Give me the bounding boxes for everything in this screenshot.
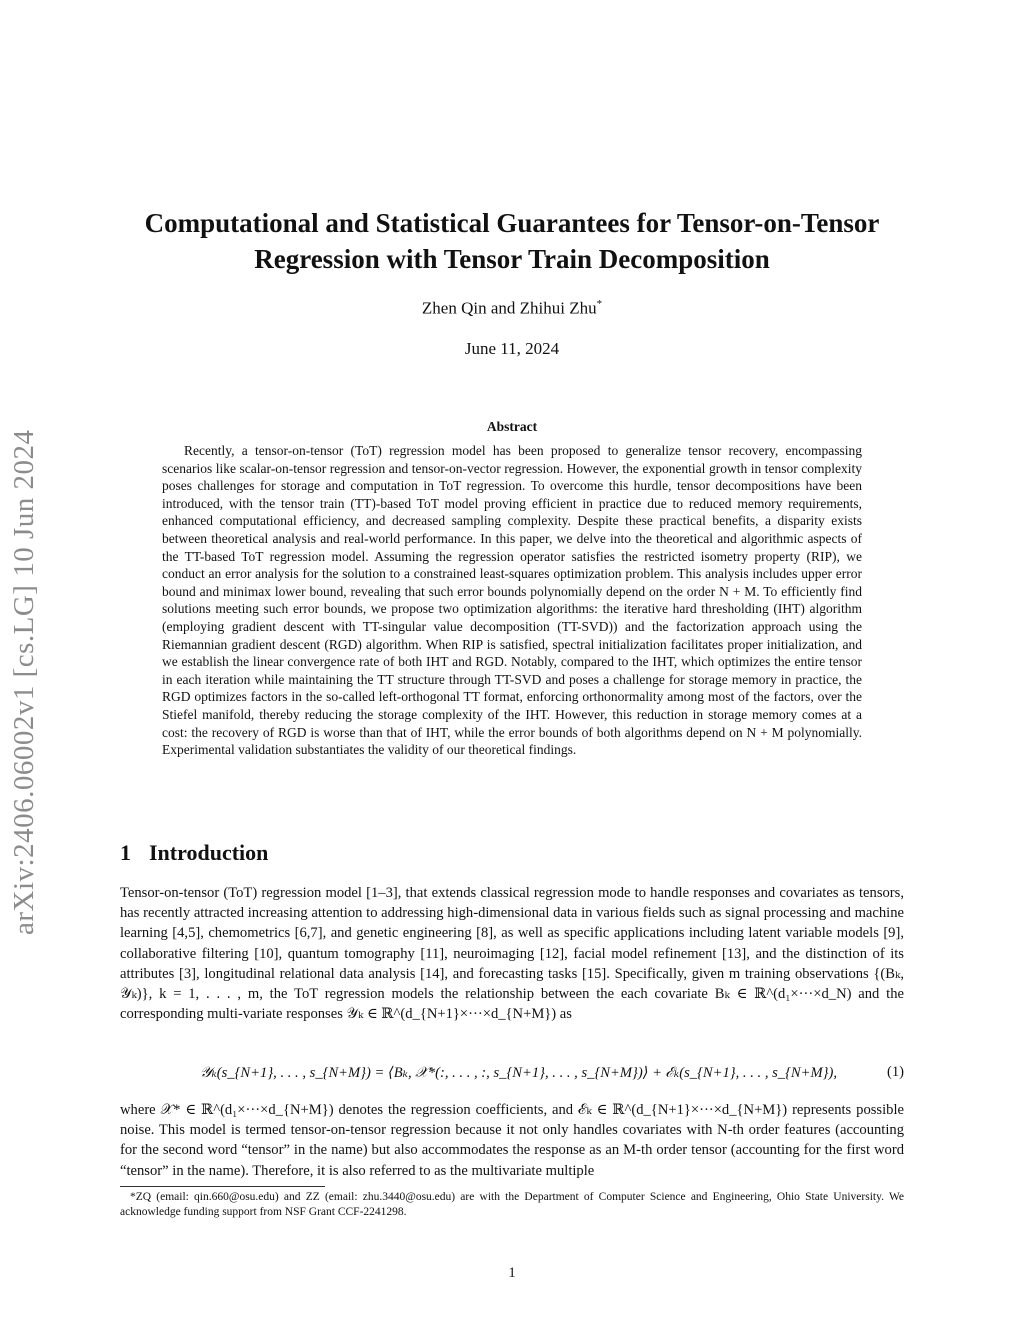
footnote: *ZQ (email: qin.660@osu.edu) and ZZ (email: zhu.3440@osu.edu) are with the Department of Computer Science and Engineering, Ohio State University. We acknowledge funding support from NSF Grant CCF-2241298. — [120, 1191, 904, 1218]
equation-text: 𝒴ₖ(s_{N+1}, . . . , s_{N+M}) = ⟨Bₖ, 𝒳*(:, . . . , :, s_{N+1}, . . . , s_{N+M})⟩ + ℰₖ(s_{N+1}, . . . , s_{N+M}), — [200, 1065, 838, 1081]
arxiv-side-stamp: arXiv:2406.06002v1 [cs.LG] 10 Jun 2024 — [8, 429, 40, 935]
paper-date: June 11, 2024 — [464, 339, 560, 358]
author-list — [110, 298, 914, 319]
paper-title: Computational and Statistical Guarantees for Tensor-on-Tensor Regression with Tensor Train Decomposition — [144, 208, 880, 274]
author-footnote-mark: * — [596, 298, 603, 310]
intro-paragraph-2: where 𝒳* ∈ ℝ^(d₁×···×d_{N+M}) denotes the regression coefficients, and ℰₖ ∈ ℝ^(d_{N+1}×···×d_{N+M}) represents possible noise. This model is termed tensor-on-tensor regression because it not only handles covariates with N-th order features (accounting for the second word “tensor” in the name) but also accommodates the response as an M-th order tensor (accounting for the first word “tensor” in the name). Therefore, it is also referred to as the multivariate multiple — [120, 1102, 904, 1179]
page-number: 1 — [508, 1265, 516, 1281]
section-title: Introduction — [149, 840, 269, 865]
section-number: 1 — [120, 840, 131, 865]
abstract-body: Recently, a tensor-on-tensor (ToT) regression model has been proposed to generalize tensor recovery, encompassing scenarios like scalar-on-tensor regression and tensor-on-vector regression. However, the exponential growth in tensor complexity poses challenges for storage and computation in ToT regression. To overcome this hurdle, tensor decompositions have been introduced, with the tensor train (TT)-based ToT model proving efficient in practice due to reduced memory requirements, enhanced computational efficiency, and decreased sampling complexity. Despite these practical benefits, a disparity exists between theoretical analysis and real-world performance. In this paper, we delve into the theoretical and algorithmic aspects of the TT-based ToT regression model. Assuming the regression operator satisfies the restricted isometry property (RIP), we conduct an error analysis for the solution to a constrained least-squares optimization problem. This analysis includes upper error bound and minimax lower bound, revealing that such error bounds polynomially depend on the order N + M. To efficiently find solutions meeting such error bounds, we propose two optimization algorithms: the iterative hard thresholding (IHT) algorithm (employing gradient descent with TT-singular value decomposition (TT-SVD)) and the factorization approach using the Riemannian gradient descent (RGD) algorithm. When RIP is satisfied, spectral initialization facilitates proper initialization, and we establish the linear convergence rate of both IHT and RGD. Notably, compared to the IHT, which optimizes the entire tensor in each iteration while maintaining the TT structure through TT-SVD and poses a challenge for storage memory in practice, the RGD optimizes factors in the so-called left-orthogonal TT format, enforcing orthonormality among most of the factors, over the Stiefel manifold, thereby reducing the storage complexity of the IHT. However, this reduction in storage memory comes at a cost: the recovery of RGD is worse than that of IHT, while the error bounds of both algorithms depend on N + M polynomially. Experimental validation substantiates the validity of our theoretical findings. — [162, 443, 862, 758]
section-heading — [120, 840, 268, 866]
intro-paragraph-1: Tensor-on-tensor (ToT) regression model [1–3], that extends classical regression mode to handle responses and covariates as tensors, has recently attracted increasing attention to addressing high-dimensional data in various fields such as signal processing and machine learning [4,5], chemometrics [6,7], and genetic engineering [8], as well as specific applications including latent variable models [9], collaborative filtering [10], quantum tomography [11], neuroimaging [12], facial model refinement [13], and the distinction of its attributes [3], longitudinal relational data analysis [14], and forecasting tasks [15]. Specifically, given m training observations {(Bₖ, 𝒴ₖ)}, k = 1, . . . , m, the ToT regression models the relationship between the each covariate Bₖ ∈ ℝ^(d₁×···×d_N) and the corresponding multi-variate responses 𝒴ₖ ∈ ℝ^(d_{N+1}×···×d_{N+M}) as — [120, 885, 904, 1023]
equation-1 — [200, 1064, 904, 1082]
author-names: Zhen Qin and Zhihui Zhu — [421, 298, 597, 318]
equation-number: (1) — [886, 1064, 904, 1080]
abstract-heading: Abstract — [486, 419, 538, 434]
footnote-divider — [120, 1186, 325, 1187]
